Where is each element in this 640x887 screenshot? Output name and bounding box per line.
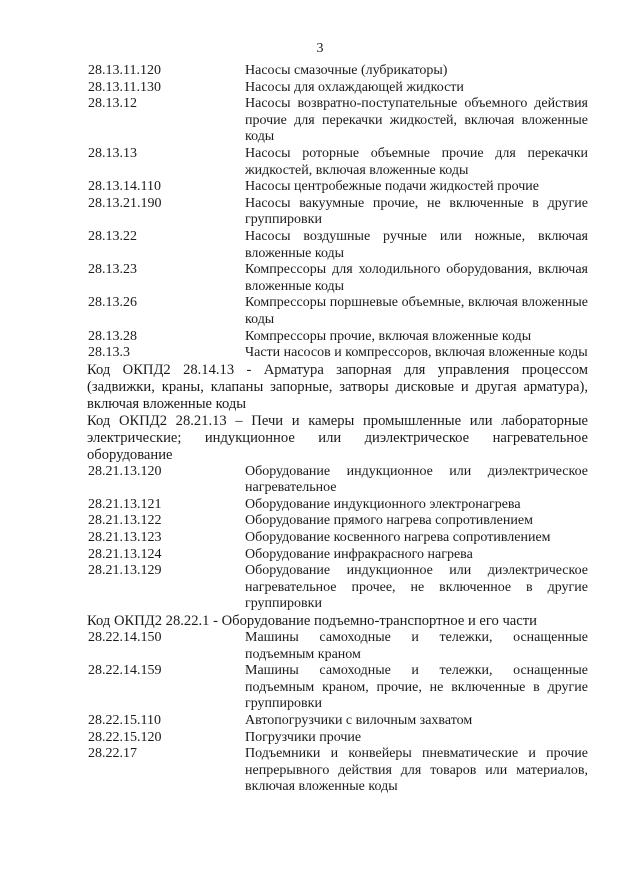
code-row — [88, 530, 588, 547]
page-number: 3 — [316, 41, 324, 56]
okpd2-code: 28.13.11.120 — [88, 63, 161, 78]
code-description: Насосы для охлаждающей жидкости — [245, 79, 464, 95]
code-description: Насосы центробежные подачи жидкостей прочие — [245, 179, 539, 195]
okpd2-code: 28.22.14.150 — [88, 630, 162, 646]
code-description: Погрузчики прочие — [245, 729, 362, 745]
code-row — [88, 464, 588, 497]
okpd2-section — [88, 413, 588, 613]
code-description: Подъемники и конвейеры пневматические и прочие непрерывного действия для товаров или материалов, включая вложенные коды — [245, 746, 588, 795]
code-row — [88, 329, 588, 346]
code-row — [88, 229, 588, 262]
code-row — [88, 63, 588, 80]
code-description: Части насосов и компрессоров, включая вложенные коды — [245, 345, 588, 361]
code-row — [88, 746, 588, 796]
code-row — [88, 96, 588, 146]
code-description: Компрессоры для холодильного оборудования, включая вложенные коды — [245, 262, 588, 294]
okpd2-code: 28.21.13.123 — [88, 530, 162, 546]
code-row — [88, 513, 588, 530]
code-row — [88, 196, 588, 229]
code-row — [88, 630, 588, 663]
section-heading: Код ОКПД2 28.22.1 - Оборудование подъемно-транспортное и его части — [87, 613, 537, 630]
code-description: Оборудование прямого нагрева сопротивлением — [245, 513, 533, 529]
code-description: Автопогрузчики с вилочным захватом — [245, 713, 473, 728]
code-row — [88, 295, 588, 328]
code-row — [88, 663, 588, 713]
okpd2-code: 28.21.13.122 — [88, 513, 162, 529]
code-description: Оборудование индукционного электронагрева — [245, 496, 521, 512]
code-description: Машины самоходные и тележки, оснащенные подъемным краном, прочие, не включенные в другие группировки — [245, 663, 588, 712]
code-description: Компрессоры прочие, включая вложенные коды — [245, 328, 532, 344]
code-row — [88, 497, 588, 514]
code-row — [88, 262, 588, 295]
section-heading: Код ОКПД2 28.14.13 - Арматура запорная для управления процессом (задвижки, краны, клапаны запорные, затворы дисковые и другая арматура), включая вложенные коды — [87, 361, 588, 412]
okpd2-code: 28.13.28 — [88, 328, 137, 344]
okpd2-code: 28.21.13.129 — [88, 563, 162, 579]
okpd2-section — [88, 362, 588, 413]
okpd2-code: 28.13.12 — [88, 96, 137, 112]
okpd2-code: 28.22.17 — [88, 746, 137, 762]
code-description: Машины самоходные и тележки, оснащенные подъемным краном — [245, 630, 588, 662]
code-description: Оборудование косвенного нагрева сопротивлением — [245, 530, 551, 546]
okpd2-code: 28.13.14.110 — [88, 179, 161, 195]
code-row — [88, 345, 588, 362]
okpd2-code: 28.13.11.130 — [88, 79, 161, 95]
okpd2-code: 28.22.15.110 — [88, 713, 161, 728]
okpd2-section — [88, 63, 588, 362]
code-row — [88, 730, 588, 747]
document-body — [88, 63, 588, 796]
code-description: Оборудование инфракрасного нагрева — [245, 546, 473, 562]
code-row — [88, 146, 588, 179]
code-description: Компрессоры поршневые объемные, включая вложенные коды — [245, 295, 588, 327]
code-description: Оборудование индукционное или диэлектрическое нагревательное — [245, 463, 588, 496]
okpd2-code: 28.13.22 — [88, 228, 137, 244]
code-row — [88, 179, 588, 196]
okpd2-code: 28.22.14.159 — [88, 663, 162, 679]
okpd2-section — [88, 613, 588, 796]
okpd2-code: 28.13.3 — [88, 345, 130, 361]
code-description: Насосы смазочные (лубрикаторы) — [245, 63, 448, 78]
code-description: Насосы возвратно-поступательные объемного действия прочие для перекачки жидкостей, включая вложенные коды — [245, 96, 588, 145]
code-row — [88, 563, 588, 613]
code-row — [88, 547, 588, 564]
okpd2-code: 28.13.26 — [88, 295, 137, 311]
code-row — [88, 80, 588, 97]
okpd2-code: 28.13.13 — [88, 145, 137, 161]
okpd2-code: 28.13.23 — [88, 262, 137, 278]
okpd2-code: 28.21.13.121 — [88, 496, 162, 512]
okpd2-code: 28.13.21.190 — [88, 195, 162, 211]
code-row — [88, 713, 588, 730]
code-description: Оборудование индукционное или диэлектрическое нагревательное прочее, не включенное в другие группировки — [245, 563, 588, 612]
okpd2-code: 28.21.13.124 — [88, 546, 162, 562]
okpd2-code: 28.21.13.120 — [88, 463, 162, 479]
code-description: Насосы роторные объемные прочие для перекачки жидкостей, включая вложенные коды — [245, 145, 588, 178]
section-heading: Код ОКПД2 28.21.13 – Печи и камеры промышленные или лабораторные электрические; индукционное или диэлектрическое нагревательное оборудование — [87, 412, 588, 463]
okpd2-code: 28.22.15.120 — [88, 729, 162, 745]
code-description: Насосы воздушные ручные или ножные, включая вложенные коды — [245, 228, 588, 261]
code-description: Насосы вакуумные прочие, не включенные в другие группировки — [245, 195, 588, 228]
